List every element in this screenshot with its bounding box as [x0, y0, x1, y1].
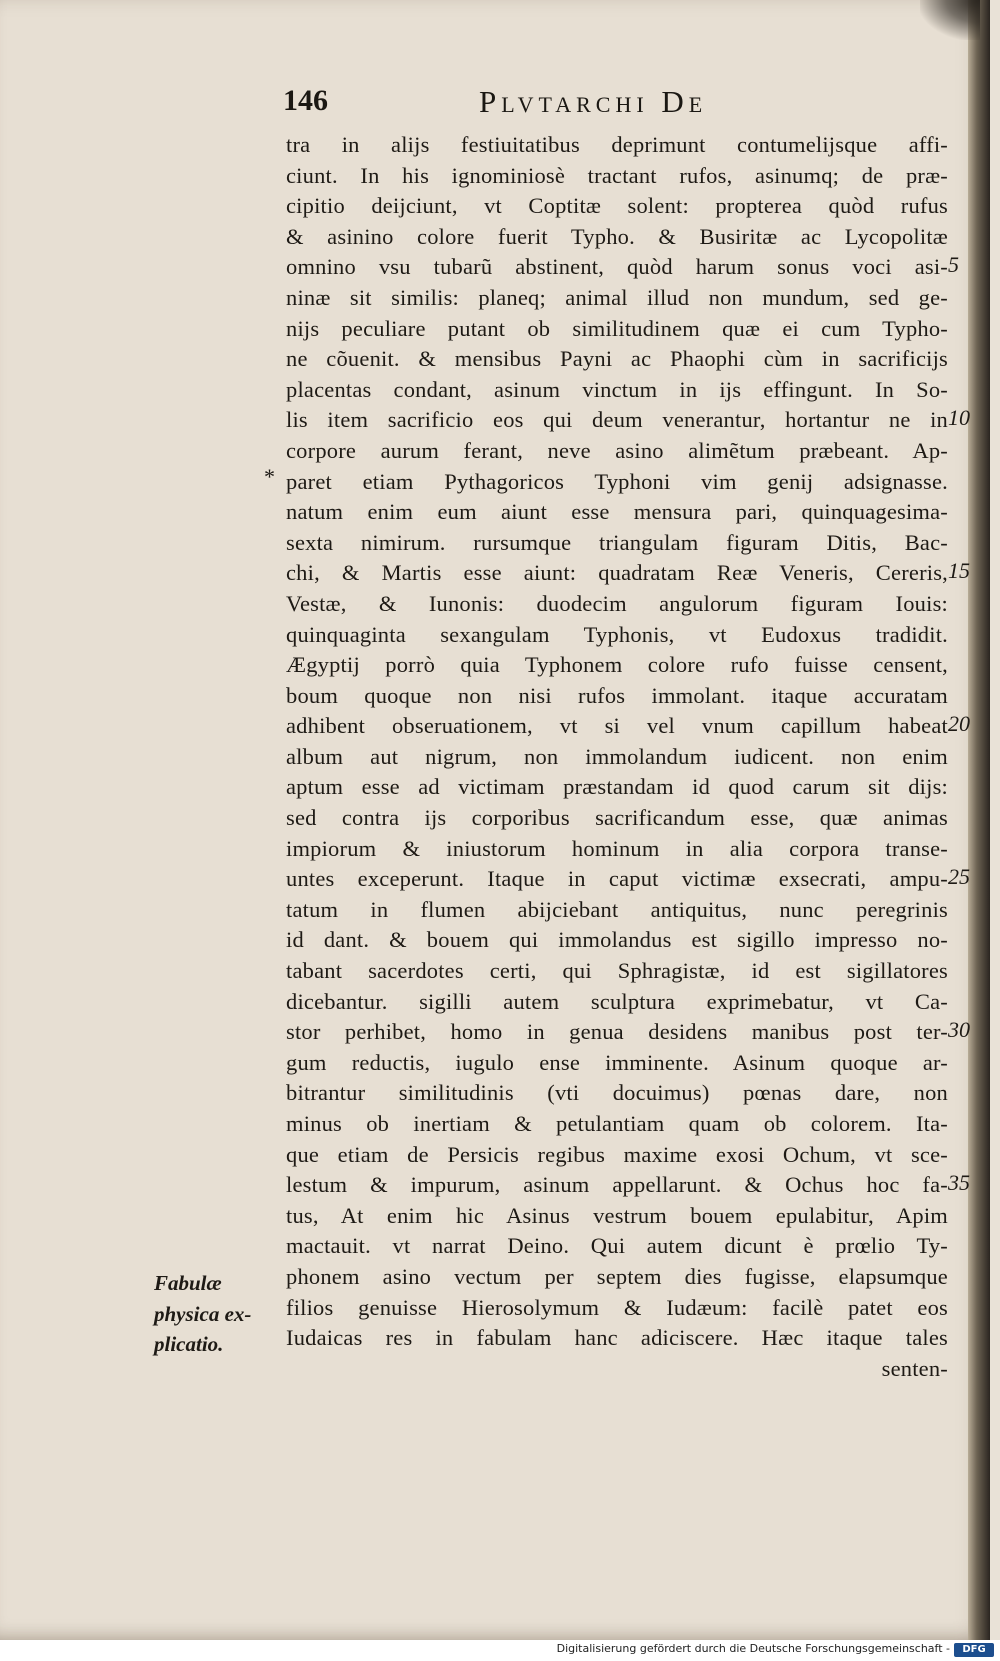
- text-line: tatum in flumen abijciebant antiquitus, nunc peregrinis: [286, 896, 948, 922]
- text-line: bitrantur similitudinis (vti docuimus) pœnas dare, non: [286, 1080, 948, 1106]
- text-line: nijs peculiare putant ob similitudinem quæ ei cum Typho-: [286, 315, 948, 341]
- page-corner-shadow: [920, 0, 980, 40]
- dfg-logo: DFG: [954, 1643, 994, 1657]
- page-header: [283, 84, 803, 124]
- funding-credit: Digitalisierung gefördert durch die Deutsche Forschungsgemeinschaft -: [556, 1642, 950, 1655]
- text-line: sexta nimirum. rursumque triangulam figuram Ditis, Bac-: [286, 529, 948, 555]
- catchword: senten-: [881, 1355, 948, 1381]
- margin-asterisk: *: [264, 464, 275, 489]
- text-line: ninæ sit similis: planeq; animal illud non mundum, sed ge-: [286, 284, 948, 310]
- footer-bar: [0, 1640, 1000, 1661]
- line-number: 10: [948, 405, 970, 430]
- line-number: 15: [948, 558, 970, 583]
- text-line: que etiam de Persicis regibus maxime exosi Ochum, vt sce-: [286, 1141, 948, 1167]
- page-edge-shadow: [968, 0, 990, 1640]
- line-number: 30: [948, 1017, 970, 1042]
- text-line: & asinino colore fuerit Typho. & Busiritæ ac Lycopolitæ: [286, 223, 948, 249]
- text-line: ciunt. In his ignominiosè tractant rufos, asinumq; de præ-: [286, 162, 948, 188]
- text-line: ne cõuenit. & mensibus Payni ac Phaophi cùm in sacrificijs: [286, 346, 948, 372]
- line-number: 5: [948, 252, 959, 277]
- text-line: quinquaginta sexangulam Typhonis, vt Eudoxus tradidit.: [286, 621, 948, 647]
- text-line: corpore aurum ferant, neve asino alimẽtum præbeant. Ap-: [286, 437, 948, 463]
- text-line: lis item sacrificio eos qui deum venerantur, hortantur ne in: [286, 407, 948, 433]
- margin-note-line: Fabulæ: [154, 1271, 222, 1295]
- text-line: stor perhibet, homo in genua desidens manibus post ter-: [286, 1019, 948, 1045]
- text-line: adhibent obseruationem, vt si vel vnum capillum habeat: [286, 713, 948, 739]
- text-line: placentas condant, asinum vinctum in ijs effingunt. In So-: [286, 376, 948, 402]
- text-line: id dant. & bouem qui immolandus est sigillo impresso no-: [286, 927, 948, 953]
- text-line: lestum & impurum, asinum appellarunt. & Ochus hoc fa-: [286, 1172, 948, 1198]
- text-line: tabant sacerdotes certi, qui Sphragistæ, id est sigillatores: [286, 958, 948, 984]
- text-line: tus, At enim hic Asinus vestrum bouem epulabitur, Apim: [286, 1202, 948, 1228]
- margin-note: [154, 1268, 284, 1360]
- text-line: minus ob inertiam & petulantiam quam ob colorem. Ita-: [286, 1111, 948, 1136]
- running-title: Plvtarchi De: [479, 84, 708, 119]
- text-line: dicebantur. sigilli autem sculptura exprimebatur, vt Ca-: [286, 988, 948, 1014]
- text-line: aptum esse ad victimam præstandam id quod carum sit dijs:: [286, 774, 948, 800]
- text-line: impiorum & iniustorum hominum in alia corpora transe-: [286, 835, 948, 861]
- text-line: phonem asino vectum per septem dies fugisse, elapsumque: [286, 1263, 948, 1289]
- text-line: chi, & Martis esse aiunt: quadratam Reæ Veneris, Cereris,: [286, 560, 948, 586]
- text-line: natum enim eum aiunt esse mensura pari, quinquagesima-: [286, 499, 948, 525]
- text-line: Vestæ, & Iunonis: duodecim angulorum figuram Iouis:: [286, 590, 948, 616]
- text-line: gum reductis, iugulo ense imminente. Asinum quoque ar-: [286, 1049, 948, 1075]
- text-line: Ægyptij porrò quia Typhonem colore rufo fuisse censent,: [286, 652, 948, 678]
- margin-note-line: plicatio.: [154, 1332, 224, 1357]
- page-number: 146: [283, 84, 328, 117]
- text-line: album aut nigrum, non immolandum iudicent. non enim: [286, 743, 948, 769]
- text-line: cipitio deijciunt, vt Coptitæ solent: propterea quòd rufus: [286, 193, 948, 219]
- line-number: 35: [948, 1170, 970, 1195]
- line-number: 25: [948, 864, 970, 889]
- line-number: 20: [948, 711, 970, 736]
- margin-note-line: physica ex-: [154, 1301, 252, 1326]
- text-line: sed contra ijs corporibus sacrificandum esse, quæ animas: [286, 805, 948, 831]
- text-line: tra in alijs festiuitatibus deprimunt contumelijsque affi-: [286, 132, 948, 157]
- main-text: [286, 130, 948, 1384]
- text-line: paret etiam Pythagoricos Typhoni vim genij adsignasse.: [286, 468, 948, 494]
- text-line: untes exceperunt. Itaque in caput victimæ exsecrati, ampu-: [286, 866, 948, 892]
- text-line: filios genuisse Hierosolymum & Iudæum: facilè patet eos: [286, 1294, 948, 1320]
- text-line: mactauit. vt narrat Deino. Qui autem dicunt è prœlio Ty-: [286, 1233, 948, 1259]
- text-line: Iudaicas res in fabulam hanc adiciscere. Hæc itaque tales: [286, 1325, 948, 1351]
- text-line: omnino vsu tubarũ abstinent, quòd harum sonus voci asi-: [286, 254, 948, 280]
- text-line: boum quoque non nisi rufos immolant. itaque accuratam: [286, 682, 948, 708]
